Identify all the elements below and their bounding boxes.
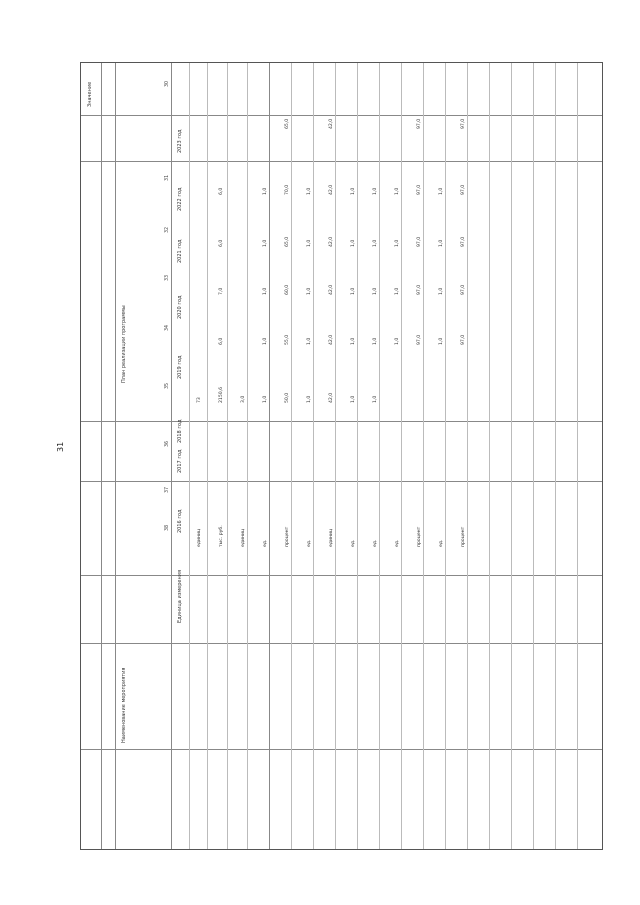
header-year-2020: 2020 год bbox=[177, 295, 183, 319]
table-cell-v2021: 1,0 bbox=[351, 187, 356, 195]
document-table bbox=[80, 62, 603, 850]
table-cell-v2021: 1,0 bbox=[307, 187, 312, 195]
table-cell-unit: единиц bbox=[241, 528, 246, 547]
column-number: 32 bbox=[165, 226, 170, 233]
table-cell-v2020: 1,0 bbox=[395, 239, 400, 247]
column-number: 36 bbox=[165, 440, 170, 447]
table-cell-unit: единиц bbox=[329, 528, 334, 547]
table-cell-v2017: 1,0 bbox=[351, 395, 356, 403]
table-cell-v2018: 1,0 bbox=[307, 337, 312, 345]
table-cell-v2021: 70,0 bbox=[285, 184, 290, 195]
table-cell-v2019: 1,0 bbox=[439, 287, 444, 295]
table-cell-unit: единиц bbox=[197, 528, 202, 547]
table-cell-v2020: 1,0 bbox=[307, 239, 312, 247]
table-cell-v2017: 2150,6 bbox=[219, 386, 224, 403]
table-cell-unit: ед. bbox=[373, 539, 378, 547]
table-cell-v2019: 1,0 bbox=[307, 287, 312, 295]
table-cell-v2018: 97,0 bbox=[417, 334, 422, 345]
table-cell-v2018: 42,0 bbox=[329, 334, 334, 345]
table-cell-v2021: 42,0 bbox=[329, 184, 334, 195]
column-number: 34 bbox=[165, 324, 170, 331]
column-number: 37 bbox=[165, 486, 170, 493]
header-year-2022: 2022 год bbox=[177, 187, 183, 211]
table-cell-v2017: 42,0 bbox=[329, 392, 334, 403]
table-cell-v2019: 1,0 bbox=[351, 287, 356, 295]
table-cell-v2019: 60,0 bbox=[285, 284, 290, 295]
table-cell-v2020: 97,0 bbox=[417, 236, 422, 247]
table-cell-v2018: 1,0 bbox=[351, 337, 356, 345]
header-final-value: Значение bbox=[87, 81, 93, 107]
table-cell-v2020: 1,0 bbox=[373, 239, 378, 247]
table-cell-v2021: 1,0 bbox=[373, 187, 378, 195]
table-cell-unit: ед. bbox=[263, 539, 268, 547]
table-cell-v2020: 65,0 bbox=[285, 236, 290, 247]
table-cell-unit: тыс. руб. bbox=[219, 525, 224, 547]
table-cell-v2018: 55,0 bbox=[285, 334, 290, 345]
table-cell-v2019: 97,0 bbox=[417, 284, 422, 295]
table-cell-v2019: 42,0 bbox=[329, 284, 334, 295]
header-year-2019: 2019 год bbox=[177, 355, 183, 379]
table-cell-v2018: 1,0 bbox=[373, 337, 378, 345]
table-cell-v2020: 42,0 bbox=[329, 236, 334, 247]
column-number: 35 bbox=[165, 382, 170, 389]
table-cell-v2018: 6,0 bbox=[219, 337, 224, 345]
header-unit: Единица измерения bbox=[177, 570, 183, 623]
table-cell-unit: ед. bbox=[307, 539, 312, 547]
table-cell-v2020: 1,0 bbox=[263, 239, 268, 247]
table-cell-v2021: 97,0 bbox=[461, 184, 466, 195]
table-cell-v2017: 3,0 bbox=[241, 395, 246, 403]
column-number: 33 bbox=[165, 274, 170, 281]
table-cell-v2020: 6,0 bbox=[219, 239, 224, 247]
table-cell-v2017: 1,0 bbox=[263, 395, 268, 403]
header-year-2016: 2016 год bbox=[177, 509, 183, 533]
header-year-2017: 2017 год bbox=[177, 449, 183, 473]
table-cell-v2022: 97,0 bbox=[417, 118, 422, 129]
header-plan-group: План реализации программы bbox=[121, 305, 127, 383]
header-year-2023: 2023 год bbox=[177, 129, 183, 153]
column-number: 30 bbox=[165, 80, 170, 87]
table-cell-v2020: 97,0 bbox=[461, 236, 466, 247]
table-cell-v2021: 6,0 bbox=[219, 187, 224, 195]
table-cell-v2018: 1,0 bbox=[395, 337, 400, 345]
table-cell-v2020: 1,0 bbox=[439, 239, 444, 247]
table-cell-v2019: 1,0 bbox=[395, 287, 400, 295]
table-cell-v2017: 50,0 bbox=[285, 392, 290, 403]
table-cell-v2018: 1,0 bbox=[439, 337, 444, 345]
table-cell-unit: процент bbox=[285, 526, 290, 547]
table-cell-v2019: 7,0 bbox=[219, 287, 224, 295]
table-cell-v2021: 1,0 bbox=[439, 187, 444, 195]
column-number: 38 bbox=[165, 524, 170, 531]
table-cell-v2021: 1,0 bbox=[263, 187, 268, 195]
table-cell-v2018: 97,0 bbox=[461, 334, 466, 345]
header-year-2018: 2018 год bbox=[177, 419, 183, 443]
table-cell-v2022: 42,0 bbox=[329, 118, 334, 129]
page-number: 31 bbox=[56, 441, 65, 452]
table-cell-unit: ед. bbox=[439, 539, 444, 547]
header-indicator-name: Наименование мероприятия bbox=[121, 667, 127, 743]
table-cell-v2022: 65,0 bbox=[285, 118, 290, 129]
table-cell-v2021: 97,0 bbox=[417, 184, 422, 195]
table-cell-v2021: 1,0 bbox=[395, 187, 400, 195]
table-cell-v2022: 97,0 bbox=[461, 118, 466, 129]
table-cell-v2017: 73 bbox=[197, 397, 202, 403]
table-cell-v2017: 1,0 bbox=[307, 395, 312, 403]
table-cell-unit: процент bbox=[417, 526, 422, 547]
table-cell-v2017: 1,0 bbox=[373, 395, 378, 403]
header-year-2021: 2021 год bbox=[177, 239, 183, 263]
table-cell-v2019: 1,0 bbox=[373, 287, 378, 295]
table-cell-unit: процент bbox=[461, 526, 466, 547]
table-cell-v2019: 1,0 bbox=[263, 287, 268, 295]
table-cell-v2018: 1,0 bbox=[263, 337, 268, 345]
table-cell-unit: ед. bbox=[351, 539, 356, 547]
table-cell-v2020: 1,0 bbox=[351, 239, 356, 247]
table-cell-unit: ед. bbox=[395, 539, 400, 547]
column-number: 31 bbox=[165, 174, 170, 181]
table-cell-v2019: 97,0 bbox=[461, 284, 466, 295]
